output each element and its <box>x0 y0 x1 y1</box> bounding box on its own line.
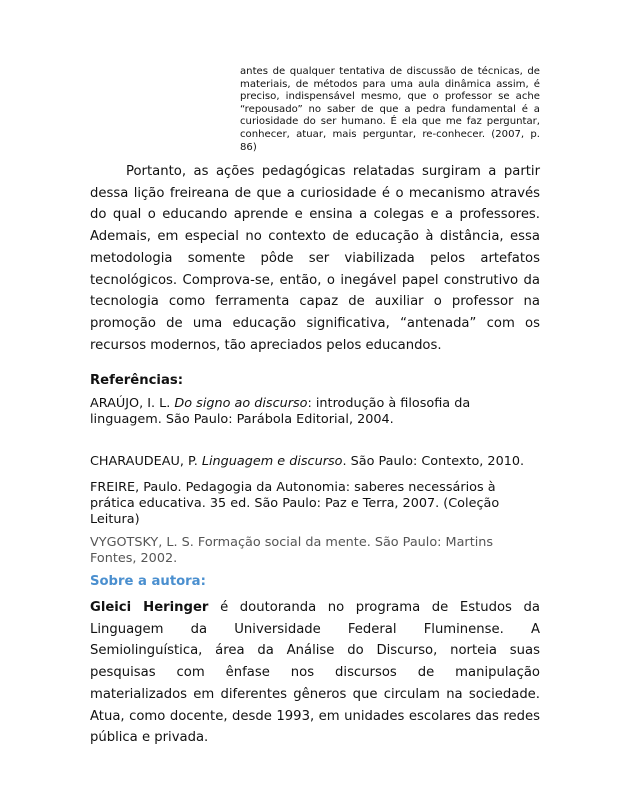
paragraph-text: Portanto, as ações pedagógicas relatadas surgiram a partir dessa lição freireana de que a curiosidade é o mecanismo através do qual o educando aprende e ensina a colegas e a professores. Ademais, em especial no contexto de educação à distância, essa metodologia somente pôde ser viabilizada pelos artefatos tecnológicos. Comprova-se, então, o inegável papel construtivo da tecnologia como ferramenta capaz de auxiliar o professor na promoção de uma educação significativa, “antenada” com os recursos modernos, tão apreciados pelos educandos. <box>90 164 540 353</box>
author-bio-text: é doutoranda no programa de Estudos da Linguagem da Universidade Federal Fluminense. A Semiolinguística, área da Análise do Discurso, norteia suas pesquisas com ênfase nos discursos de manipulação materializados em diferentes gêneros que circulam na sociedade. Atua, como docente, desde 1993, em unidades escolares das redes pública e privada. <box>90 600 540 746</box>
reference-araujo <box>90 396 540 428</box>
author-bio <box>90 597 540 749</box>
reference-author: ARAÚJO, I. L. <box>90 396 175 411</box>
reference-charaudeau <box>90 454 540 470</box>
quote-text: antes de qualquer tentativa de discussão de técnicas, de materiais, de métodos para uma aula dinâmica assim, é preciso, indispensável mesmo, que o professor se ache “repousado” no saber de que a pedra fundamental é a curiosidade do ser humano. É ela que me faz perguntar, conhecer, atuar, mais perguntar, re-conhecer. (2007, p. 86) <box>240 66 540 153</box>
body-paragraph <box>90 161 540 356</box>
block-quote <box>240 66 540 154</box>
author-name: Gleici Heringer <box>90 600 209 615</box>
reference-freire <box>90 480 540 528</box>
reference-text: FREIRE, Paulo. Pedagogia da Autonomia: saberes necessários à prática educativa. 35 ed. São Paulo: Paz e Terra, 2007. (Coleção Leitura) <box>90 480 500 527</box>
reference-text: VYGOTSKY, L. S. Formação social da mente. São Paulo: Martins Fontes, 2002. <box>90 535 494 566</box>
reference-title: Linguagem e discurso <box>201 454 343 469</box>
author-heading: Sobre a autora: <box>90 574 206 589</box>
references-heading: Referências: <box>90 373 183 388</box>
reference-title: Do signo ao discurso <box>174 396 308 411</box>
reference-author: CHARAUDEAU, P. <box>90 454 202 469</box>
reference-details: : introdução à filosofia da linguagem. São Paulo: Parábola Editorial, 2004. <box>90 396 471 427</box>
reference-vygotsky <box>90 535 540 567</box>
reference-details: . São Paulo: Contexto, 2010. <box>342 454 525 469</box>
